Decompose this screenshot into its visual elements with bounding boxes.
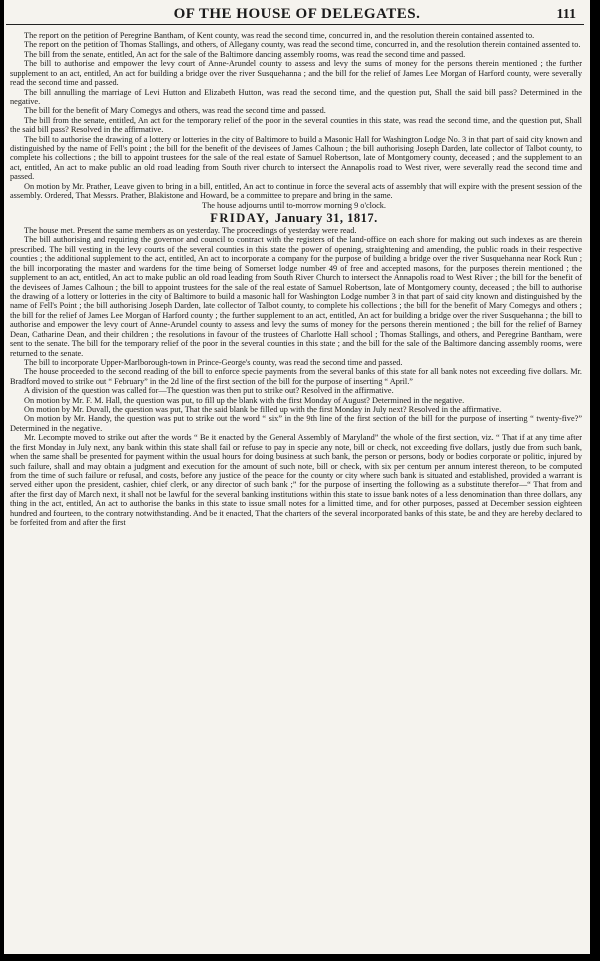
adjournment-line: The house adjourns until to-morrow morning 9 o'clock. — [202, 200, 386, 210]
day-heading — [4, 212, 584, 225]
paragraph: The bill authorising and requiring the governor and council to contract with the registers of the land-office on each shore for making out such indexes as are therein prescribed. The bill vesting in the levy courts of the several counties in this state the power of opening, straightening and amending, the public roads in their respective counties ; the additional supplement to the act, entitled, An act to incorporate a company for the purpose of building a bridge over the river Susquehanna near Rock Run ; the bill incorporating the master and wardens for the time being of Somerset lodge number 49 of free and accepted masons, for the purposes therein mentioned ; the supplement to an act, entitled, An act to make public an old road leading from South River Church to intersect the Annapolis road to West River ; the bill for the benefit of the devisees of James Calhoun ; the bill to appoint trustees for the sale of the real estate of Samuel Robertson, late of Montgomery county, deceased ; the bill to authorise the drawing of a lottery or lotteries in the city of Baltimore to build a masonic hall for Washington Lodge number 3 in that part of said city known and distinguished by the name of Fell's Point ; the bill authorising Joseph Darden, late collector of Talbot county, to complete his collections ; the bill for the benefit of Mary Comegys and others ; the bill for the relief of James Lee Morgan of Harford county ; the further supplement to an act, entitled, An act for building a bridge over the river Susquehanna ; the bill to authorise and empower the levy court of Anne-Arundel county to assess and levy the sums of money for the persons therein mentioned ; the bill for the relief of Barney Dean, Catharine Dean, and their children ; the resolutions in favour of the trustees of Charlotte Hall school ; Thomas Stallings, and others, and Peregrine Bantham, were sent to the senate. The bill for the temporary relief of the poor in the several counties in this state ; and the bill for the sale of the Baltimore dancing assembly rooms, were returned to the senate. — [10, 235, 582, 358]
paragraph: A division of the question was called for—The question was then put to strike out? Resolved in the affirmative. — [24, 386, 394, 396]
paragraph: On motion by Mr. Handy, the question was put to strike out the word “ six” in the 9th line of the first section of the bill for the purpose of inserting “ twenty-five?” Determined in the negative. — [10, 414, 582, 433]
paragraph: The bill to authorise the drawing of a lottery or lotteries in the city of Baltimore to build a Masonic Hall for Washington Lodge No. 3 in that part of said city known and distinguished by the name of Fell's point ; the bill for the benefit of the devisees of James Calhoun ; the bill authorising Joseph Darden, late collector of Talbot county, to complete his collections ; the bill to appoint trustees for the sale of the real estate of Samuel Robertson, late of Montgomery county, deceased ; and the supplement to an act, entitled, An act to make public an old road leading from South river church to intersect the Annapolis road to West river, were severally read the second time and passed. — [10, 134, 582, 182]
paragraph: The house proceeded to the second reading of the bill to enforce specie payments from the several banks of this state for all bank notes not exceeding five dollars. Mr. Bradford moved to strike out “ February” in the 2d line of the first section of the bill for the purpose of inserting “ April.” — [10, 367, 582, 386]
document-page — [4, 0, 590, 954]
header-rule — [6, 24, 584, 25]
paragraph: On motion by Mr. F. M. Hall, the question was put, to fill up the blank with the first Monday of August? Determined in the negative. — [24, 395, 465, 405]
paragraph: The bill to incorporate Upper-Marlborough-town in Prince-George's county, was read the second time and passed. — [24, 357, 403, 367]
day-date: January 31, 1817. — [274, 211, 378, 226]
paragraph: The bill to authorise and empower the levy court of Anne-Arundel county to assess and levy the sums of money for the persons therein mentioned ; the further supplement to an act, entitled, An act for building a bridge over the river Susquehanna ; and the bill for the relief of James Lee Morgan of Harford county, were severally read the second time and passed. — [10, 59, 582, 88]
paragraph: On motion by Mr. Prather, Leave given to bring in a bill, entitled, An act to continue in force the several acts of assembly that will expire with the present session of the assembly. Ordered, That Messrs. Prather, Blakistone and Howard, be a committee to prepare and bring in the same. — [10, 181, 582, 201]
paragraph: The bill from the senate, entitled, An act for the sale of the Baltimore dancing assembly rooms, was read the second time and passed. — [24, 49, 466, 59]
paragraph: The bill annulling the marriage of Levi Hutton and Elizabeth Hutton, was read the second time, and the question put, Shall the said bill pass? Determined in the negative. — [10, 87, 582, 106]
running-title: OF THE HOUSE OF DELEGATES. — [173, 6, 421, 22]
paragraph: The bill for the benefit of Mary Comegys and others, was read the second time and passed. — [24, 106, 326, 116]
paragraph: Mr. Lecompte moved to strike out after the words “ Be it enacted by the General Assembly of Maryland” the whole of the first section, viz. “ That if at any time after the first Monday in July next, any bank within this state shall fail or refuse to pay in specie any note, bill or check, not exceeding five dollars, justly due from such bank, when the same shall be presented for payment within the usual hours for doing business at such bank, the person or persons, body or bodies corporate or politic, injured by such failure, shall and may obtain a judgment and execution for the amount of such note, bill or check, with six per centum per annum interest thereon, to be computed from the time of such failure or refusal, and costs, before any justice of the peace for the county or city where such bank is situated and established, provided a warrant is served either upon the president, cashier, chief clerk, or any director of such bank ;” for the purpose of inserting the following as a substitute therefor—“ That from and after the first day of March next, it shall not be lawful for the several banking institutions within this state to issue bank notes of a less denomination than three dollars, any thing in the act, entitled, An act to authorise the banks in this state to issue small notes for a limitted time, and for other purposes, passed at December session eighteen hundred and fourteen, to the contrary notwithstanding. And be it enacted, That the charters of the several incorporated banks of this state, be and they are hereby declared to be forfeited from and after the first — [10, 433, 582, 528]
journal-body — [4, 31, 584, 528]
paragraph: On motion by Mr. Duvall, the question was put, That the said blank be filled up with the first Monday in July next? Resolved in the affirmative. — [24, 405, 502, 415]
page-header — [4, 6, 590, 24]
page-number: 111 — [556, 7, 576, 22]
day-name: FRIDAY, — [210, 211, 271, 226]
paragraph: The bill from the senate, entitled, An act for the temporary relief of the poor in the several counties in this state, was read the second time, and the question put, Shall the said bill pass? Resolved in the affirmative. — [10, 115, 582, 135]
paragraph: The report on the petition of Thomas Stallings, and others, of Allegany county, was read the second time, concurred in, and the resolution therein contained assented to. — [24, 40, 581, 50]
paragraph: The report on the petition of Peregrine Bantham, of Kent county, was read the second time, concurred in, and the resolution therein contained assented to. — [24, 31, 535, 40]
paragraph: The house met. Present the same members as on yesterday. The proceedings of yesterday were read. — [24, 226, 357, 236]
